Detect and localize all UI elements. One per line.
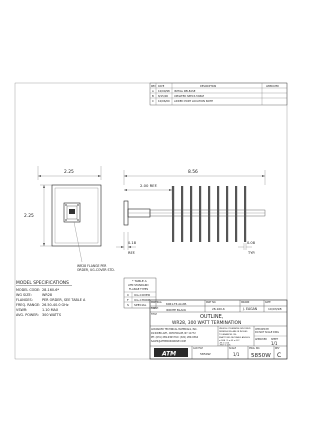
company-line-1: ADVANCED TECHNICAL MATERIALS, INC. — [151, 328, 198, 331]
rev-value: C — [277, 352, 282, 359]
tolerance-line-2: DIMENSIONS ARE IN INCHES — [219, 331, 248, 333]
rev-col-header: REV — [151, 85, 156, 88]
drawn-value: J. EAGAN — [243, 307, 258, 311]
dim-fin-gap: 0.08 — [247, 241, 256, 245]
spec-label-model-code: MODEL CODE: — [16, 288, 41, 292]
rev-row-1-rev: A — [152, 90, 154, 93]
atm-logo-text: ATM — [162, 350, 177, 358]
rev-row-1-description: INITIAL RELEASE — [174, 90, 196, 93]
spec-value-vswr: 1.10 MAX — [42, 308, 59, 312]
drawing-title-line-2: WR28, 300 WATT TERMINATION — [172, 321, 242, 326]
model-specifications — [16, 280, 86, 317]
table-a-row-1-code: C — [127, 293, 130, 297]
spec-value-flanges: PER ORDER, SEE TABLE A — [42, 298, 86, 302]
drawing-title-line-1: OUTLINE, — [200, 314, 224, 320]
spec-label-wg-size: WG SIZE: — [16, 293, 32, 297]
dim-overall-width: 2.25 — [64, 170, 74, 175]
port-note-line-2: ORDER, UG-COVER STD. — [77, 268, 115, 272]
spec-label-flanges: FLANGES: — [16, 298, 33, 302]
side-view — [116, 169, 265, 255]
cad-file-label: CAD FILE — [193, 347, 203, 350]
company-line-2: 49 RIDER AVE., PATCHOGUE, NY 11772 — [151, 332, 196, 335]
part-no-label: PART NO. — [206, 301, 217, 304]
spec-label-vswr: VSWR: — [16, 308, 28, 312]
approved-label: APPROVED — [255, 338, 267, 341]
spec-value-avg-power: 300 WATTS — [42, 313, 62, 317]
rev-row-2-rev: B — [152, 95, 154, 98]
drawn-label: DRAWN — [241, 301, 250, 304]
rev-row-1-date: 10/09/98 — [158, 90, 170, 93]
dim-body-length: 2.00 REF. — [140, 183, 158, 188]
finish-value: IRIDITE BLACK — [166, 308, 187, 312]
rev-row-3-description: ADDED PORT LOCATION NOTE — [174, 100, 213, 103]
cooling-fins — [172, 186, 246, 242]
waveguide-opening — [69, 209, 75, 214]
specs-heading: MODEL SPECIFICATIONS — [16, 281, 69, 286]
checked-by-label: CHECKED BY — [255, 328, 269, 331]
table-a-row-2-desc: UG-CHOKE — [134, 298, 151, 302]
spec-label-avg-power: AVG. POWER: — [16, 313, 39, 317]
scale-label: SCALE — [229, 347, 237, 350]
table-a-subtitle-2: FLANGE TYPES — [129, 288, 149, 291]
material-value: 6061-T6 ALUM. — [166, 302, 187, 306]
dim-overall-height: 2.25 — [24, 214, 34, 219]
side-flange-plate — [124, 201, 128, 225]
port-note-line-1: WR28 FLANGE PER — [77, 264, 107, 268]
description-col-header: DESCRIPTION — [200, 85, 217, 88]
dim-flange-offset: 0.18 — [128, 241, 137, 245]
spec-value-wg-size: WR28 — [42, 293, 53, 297]
spec-value-model-code: 28-160-6* — [42, 288, 60, 292]
title-label: TITLE — [151, 313, 157, 316]
tolerance-line-6: .XX ±.010 — [219, 342, 230, 345]
dwg-no-value: 5850W — [251, 353, 271, 359]
material-label: MATERIAL — [151, 301, 162, 304]
tolerance-line-1: UNLESS OTHERWISE SPECIFIED — [219, 328, 251, 330]
approved-col-header: APPROVED — [266, 85, 280, 88]
tolerance-line-4: FRACTIONS DECIMALS ANGLES — [219, 337, 250, 339]
dim-fin-gap-ref: TYP. — [248, 251, 256, 255]
sheet-value: 1/1 — [271, 341, 278, 346]
rev-row-3-date: 10/06/00 — [158, 100, 170, 103]
dwg-no-label: DWG. NO. — [249, 347, 260, 350]
table-a-row-1-desc: UG-COVER — [134, 293, 151, 297]
rev-row-3-rev: C — [152, 100, 154, 103]
company-line-3: PH: (631) 289-0363 FAX: (631) 289-0364 — [151, 336, 199, 339]
tolerance-line-3: TOLERANCES ON: — [219, 334, 237, 336]
rev-row-2-description: UPDATED SPECS TABLE — [174, 95, 205, 98]
table-a-row-3-code: S — [127, 303, 129, 307]
front-view — [24, 166, 115, 272]
dim-flange-offset-ref: REF. — [128, 251, 136, 255]
date-col-header: DATE — [158, 85, 165, 88]
company-line-4: SALES@ATMMICROWAVE.COM — [151, 340, 186, 343]
rev-row-2-date: 8/15/00 — [158, 95, 168, 98]
date-value: 10/03/98 — [268, 307, 282, 311]
revision-block — [150, 83, 287, 105]
tolerance-line-5: ±1/64 .X ±.03 ±1/2° — [219, 340, 240, 342]
table-a-title: * TABLE A — [132, 279, 147, 283]
title-block — [150, 300, 287, 359]
heatsink-end-outline — [52, 185, 101, 246]
spec-value-freq-range: 26.50-40.0 GHz — [42, 303, 69, 307]
table-a-row-3-desc: SPECIAL — [134, 303, 147, 307]
table-a-row-2-code: F — [127, 298, 129, 302]
finish-label: FINISH — [151, 307, 159, 310]
do-not-scale-note: DO NOT SCALE DWG — [255, 331, 279, 334]
table-a-subtitle: ATM STANDARD — [128, 284, 149, 287]
rev-label: REV — [275, 347, 280, 350]
spec-label-freq-range: FREQ. RANGE: — [16, 303, 41, 307]
part-no-value: 28-160-6 — [212, 307, 225, 311]
date-label: DATE — [265, 301, 271, 304]
cad-file-value: 5850W — [200, 352, 211, 356]
dim-overall-length: 8.56 — [188, 170, 198, 175]
scale-value: 1/1 — [233, 352, 240, 357]
tolerance-line-7: .XXX ±.005 — [219, 344, 231, 347]
sheet-label: SHEET — [271, 338, 279, 341]
